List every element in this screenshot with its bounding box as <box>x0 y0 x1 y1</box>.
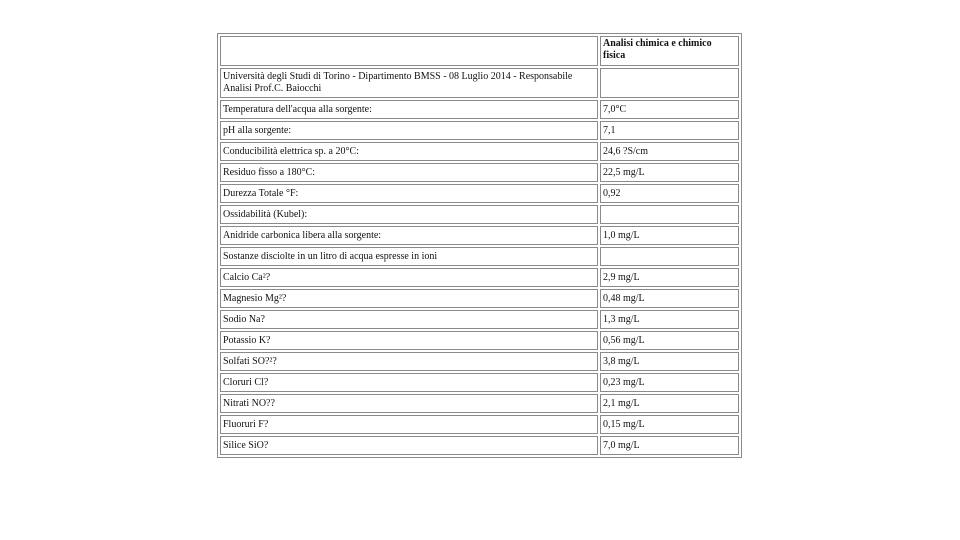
table-row <box>220 121 739 140</box>
row-label: Temperatura dell'acqua alla sorgente: <box>220 100 598 119</box>
table-row <box>220 142 739 161</box>
table-row <box>220 394 739 413</box>
row-value: 7,0°C <box>600 100 739 119</box>
row-label: Silice SiO? <box>220 436 598 455</box>
row-label: Residuo fisso a 180°C: <box>220 163 598 182</box>
row-label: Solfati SO?²? <box>220 352 598 371</box>
row-value: 0,23 mg/L <box>600 373 739 392</box>
table-row <box>220 331 739 350</box>
row-value: 1,0 mg/L <box>600 226 739 245</box>
table-row <box>220 163 739 182</box>
row-value: 7,1 <box>600 121 739 140</box>
row-value: 2,9 mg/L <box>600 268 739 287</box>
row-value <box>600 68 739 98</box>
row-label: Durezza Totale °F: <box>220 184 598 203</box>
row-value: 0,56 mg/L <box>600 331 739 350</box>
table-row <box>220 184 739 203</box>
row-value: 22,5 mg/L <box>600 163 739 182</box>
table-row <box>220 100 739 119</box>
row-value: 0,15 mg/L <box>600 415 739 434</box>
row-label: Università degli Studi di Torino - Dipartimento BMSS - 08 Luglio 2014 - Responsabile Analisi Prof.C. Baiocchi <box>220 68 598 98</box>
table-row <box>220 68 739 98</box>
table-header-row <box>220 36 739 66</box>
table-row <box>220 310 739 329</box>
row-label: Sodio Na? <box>220 310 598 329</box>
table-row <box>220 373 739 392</box>
row-label: Conducibilità elettrica sp. a 20°C: <box>220 142 598 161</box>
row-label: Nitrati NO?? <box>220 394 598 413</box>
row-label: Ossidabilità (Kubel): <box>220 205 598 224</box>
header-label-cell <box>220 36 598 66</box>
row-label: Cloruri Cl? <box>220 373 598 392</box>
row-value: 0,48 mg/L <box>600 289 739 308</box>
row-value: 24,6 ?S/cm <box>600 142 739 161</box>
row-label: Anidride carbonica libera alla sorgente: <box>220 226 598 245</box>
analysis-table <box>217 33 742 458</box>
row-label: Calcio Ca²? <box>220 268 598 287</box>
row-label: Potassio K? <box>220 331 598 350</box>
row-label: Sostanze disciolte in un litro di acqua espresse in ioni <box>220 247 598 266</box>
table-row <box>220 415 739 434</box>
row-label: pH alla sorgente: <box>220 121 598 140</box>
table-row <box>220 436 739 455</box>
row-value: 1,3 mg/L <box>600 310 739 329</box>
row-value: 0,92 <box>600 184 739 203</box>
table-row <box>220 247 739 266</box>
row-value <box>600 247 739 266</box>
row-label: Magnesio Mg²? <box>220 289 598 308</box>
row-value <box>600 205 739 224</box>
table-row <box>220 352 739 371</box>
table-row <box>220 289 739 308</box>
table-row <box>220 226 739 245</box>
table-row <box>220 268 739 287</box>
table-row <box>220 205 739 224</box>
row-label: Fluoruri F? <box>220 415 598 434</box>
row-value: 2,1 mg/L <box>600 394 739 413</box>
row-value: 7,0 mg/L <box>600 436 739 455</box>
row-value: 3,8 mg/L <box>600 352 739 371</box>
header-value-cell: Analisi chimica e chimico fisica <box>600 36 739 66</box>
